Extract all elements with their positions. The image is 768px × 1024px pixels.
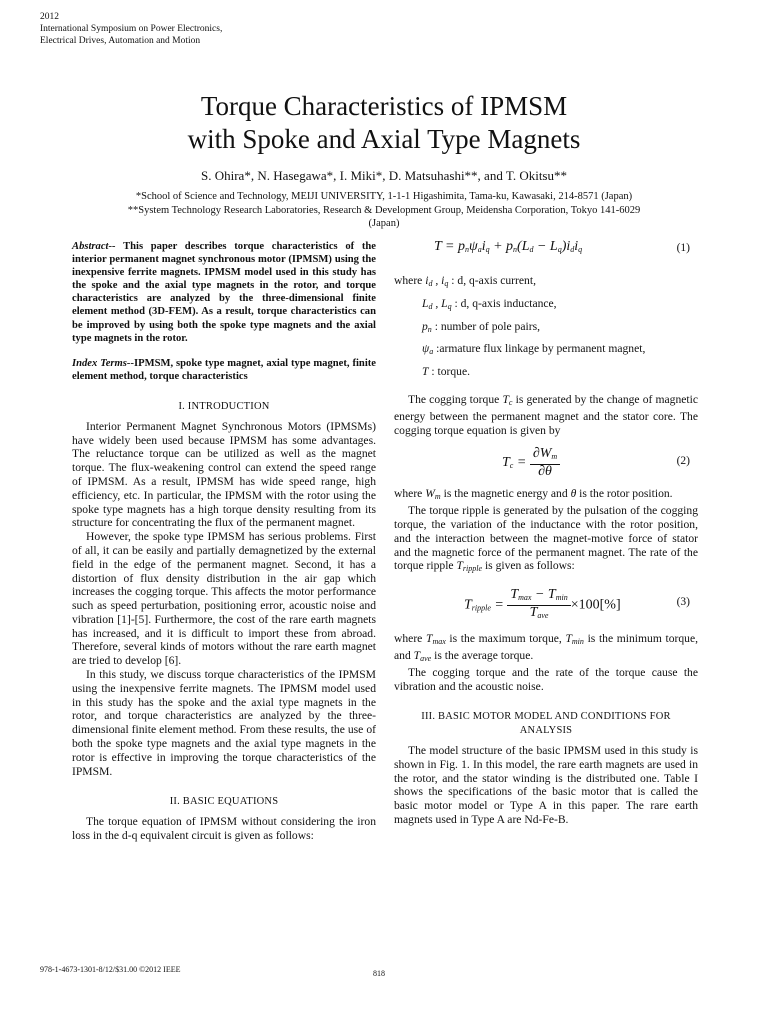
abstract-label: Abstract--	[72, 241, 116, 252]
right-column	[394, 240, 698, 827]
header-conference-line1: International Symposium on Power Electronics,	[40, 24, 223, 34]
equation-2-body: $T_c$ = $\frac{\partial W_m}{\partial\theta}$	[502, 447, 560, 479]
basic-equations-paragraph: The torque equation of IPMSM without considering the iron loss in the d-q equivalent circuit is given as follows:	[72, 815, 376, 843]
where-magnetic-energy: where $W_m$ is the magnetic energy and θ is the rotor position.	[394, 487, 673, 502]
def-torque: T : torque.	[422, 365, 470, 379]
left-column	[72, 240, 376, 843]
section-basic-equations-heading: II. BASIC EQUATIONS	[169, 796, 279, 808]
intro-paragraph-1: Interior Permanent Magnet Synchronous Motors (IPMSMs) have widely been used because IPMSM has some advantages. The reluctance torque can be utilized as well as the magnet torque. The flux-weakening control can extend the speed range of IPMSM. As a result, IPMSM has wide speed range, high efficiency, etc. In particular, the IPMSM with the rotor using the spoke type magnets has a high torque density resulting from its structure for concentrating the flux of the permanent magnet.	[72, 419, 376, 530]
header-year: 2012	[40, 12, 59, 22]
torque-ripple-paragraph: The torque ripple is generated by the pulsation of the cogging torque, the variation of the inductance with the rotor position, and the interaction between the magnet-motive force of stator and the magnetic force of the permanent magnet. The rate of the torque ripple $T_{ripple}$ is given as follows:	[394, 504, 698, 574]
equation-1-definitions	[394, 274, 698, 379]
equation-2	[394, 443, 698, 487]
conference-header	[40, 11, 222, 47]
authors: S. Ohira*, N. Hasegawa*, I. Miki*, D. Matsuhashi**, and T. Okitsu**	[200, 168, 567, 183]
equation-3-number: (3)	[676, 596, 690, 609]
intro-paragraph-3: In this study, we discuss torque characteristics of the IPMSM using the inexpensive ferrite magnets. The IPMSM model used in this study has the spoke and the axial type magnets in the rotor, and torque characteristics are analyzed by the three-dimensional finite element method. From these results, the use of both the spoke type magnets and the axial type magnets in the rotor is effective in improving the torque characteristics of the IPMSM.	[72, 668, 376, 778]
equation-1-body: $T = p_n\psi_ai_q + p_n(L_d - L_q)i_di_q$	[434, 239, 583, 254]
equation-2-number: (2)	[676, 455, 690, 468]
def-inductance: $L_d$ , $L_q$ : d, q-axis inductance,	[422, 296, 557, 311]
def-pole-pairs: $p_n$ : number of pole pairs,	[422, 319, 540, 334]
title-line2: with Spoke and Axial Type Magnets	[187, 124, 581, 154]
equation-1	[394, 240, 698, 270]
intro-paragraph-2: However, the spoke type IPMSM has serious problems. First of all, it can be easily and partially demagnetized by the external field in the edge of the permanent magnet. Second, it has a distortion of flux density distribution in the air gap which increases the cogging torque. This affects the motor performance such as speed perturbation, positioning error, acoustic noise and vibration [1]-[5]. Furthermore, the cost of the rare earth magnets has increased, and it is difficult to import these from abroad. Therefore, several kinds of motors without the rare earth magnet are tried to develop [6].	[72, 530, 376, 668]
header-conference-line2: Electrical Drives, Automation and Motion	[40, 36, 201, 46]
section-basic-motor-model-heading	[394, 710, 698, 738]
index-terms-label: Index Terms--	[72, 357, 134, 369]
where-torque-definitions: where $T_{max}$ is the maximum torque, $T_{min}$ is the minimum torque, and $T_{ave}$ is the average torque.	[394, 632, 699, 663]
section3-heading-line2: ANALYSIS	[519, 725, 573, 737]
paper-title	[0, 90, 768, 156]
isbn-footer: 978-1-4673-1301-8/12/$31.00 ©2012 IEEE	[40, 965, 181, 974]
affiliations	[60, 190, 708, 231]
index-terms-text: IPMSM, spoke type magnet, axial type magnet, finite element method, torque characteristics	[72, 357, 377, 382]
model-paragraph: The model structure of the basic IPMSM used in this study is shown in Fig. 1. In this model, the rare earth magnets are used in the rotor, and the stator winding is the distributed one. Table I shows the specifications of the basic motor that is called the basic motor model or Type A in this paper. The rare earth magnets used in Type A are Nd-Fe-B.	[394, 743, 698, 826]
affiliation-line3: (Japan)	[368, 218, 400, 229]
title-line1: Torque Characteristics of IPMSM	[200, 91, 568, 121]
abstract	[72, 240, 376, 345]
affiliation-line1: *School of Science and Technology, MEIJI UNIVERSITY, 1-1-1 Higashimita, Tama-ku, Kawasaki, 214-8571 (Japan)	[135, 191, 633, 202]
cogging-paragraph-1: The cogging torque $T_c$ is generated by the change of magnetic energy between the permanent magnet and the stator core. The cogging torque equation is given by	[394, 392, 699, 437]
index-terms	[72, 357, 376, 383]
section3-heading-line1: III. BASIC MOTOR MODEL AND CONDITIONS FOR	[421, 711, 671, 723]
equation-3	[394, 584, 698, 632]
abstract-text: This paper describes torque characteristics of the interior permanent magnet synchronous motor (IPMSM) using the inexpensive ferrite magnets. IPMSM model used in this study has the spoke and the axial type magnets in the rotor, and torque characteristics are analyzed by the three-dimensional finite element method (3D-FEM). As a result, torque characteristics can be improved by using both the spoke type magnets and the axial type magnets in the rotor.	[72, 241, 376, 344]
cogging-paragraph-2: The cogging torque and the rate of the torque cause the vibration and the acoustic noise.	[394, 665, 698, 693]
affiliation-line2: **System Technology Research Laboratories, Research & Development Group, Meidensha Corporation, Tokyo 141-6029	[127, 204, 641, 216]
def-current: where $i_d$ , $i_q$ : d, q-axis current,	[394, 274, 536, 288]
def-flux-linkage: $\psi_a$ :armature flux linkage by permanent magnet,	[422, 342, 646, 357]
equation-1-number: (1)	[676, 242, 690, 254]
equation-3-body: $T_{ripple}$ = $\frac{T_{max} - T_{min}}{T_{ave}}$ ×100[%]	[464, 587, 621, 620]
section-introduction-heading: I. INTRODUCTION	[178, 400, 270, 412]
page-number: 818	[373, 969, 385, 978]
